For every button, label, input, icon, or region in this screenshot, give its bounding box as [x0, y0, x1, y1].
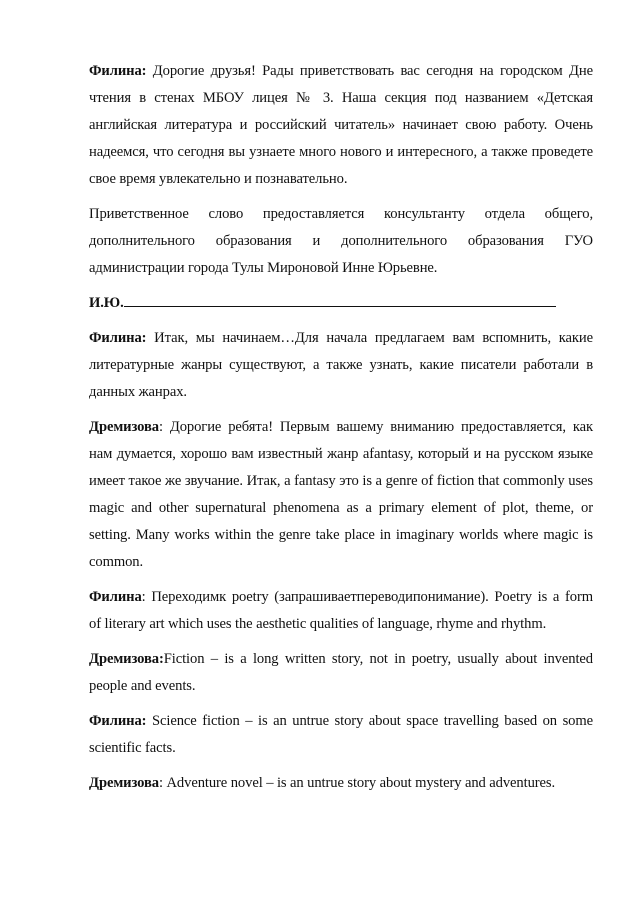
paragraph-genres-intro [89, 325, 593, 406]
paragraph-text: Дорогие друзья! Рады приветствовать вас сегодня на городском Дне чтения в стенах МБОУ лицея № 3. Наша секция под названием «Детская английская литература и российский читатель» начинает свою работу. Очень надеемся, что сегодня вы узнаете много нового и интересного, а также проведете свое время увлекательно и познавательно. [89, 63, 593, 187]
paragraph-greeting-word [89, 201, 593, 282]
paragraph-text: : Дорогие ребята! Первым вашему вниманию предоставляется, как нам думается, хорошо вам известный жанр afantasy, который и на русском языке имеет такое же звучание. Итак, a fantasy это is a genre of fiction that commonly uses magic and other supernatural phenomena as a primary element of plot, theme, or setting. Many works within the genre take place in imaginary worlds where magic is common. [89, 419, 593, 570]
paragraph-text: Итак, мы начинаем…Для начала предлагаем вам вспомнить, какие литературные жанры существуют, а также узнать, какие писатели работали в данных жанрах. [89, 330, 593, 400]
paragraph-science-fiction [89, 708, 593, 762]
paragraph-fiction [89, 646, 593, 700]
paragraph-text: Science fiction – is an untrue story about space travelling based on some scientific facts. [89, 713, 593, 756]
speaker-label: Дремизова [89, 419, 159, 435]
speaker-label: Филина [89, 589, 142, 605]
signature-underline [124, 291, 556, 307]
paragraph-welcome [89, 58, 593, 193]
paragraph-poetry [89, 584, 593, 638]
document-page [89, 58, 593, 805]
speaker-label: Филина: [89, 330, 147, 346]
speaker-label: Дремизова: [89, 651, 164, 667]
paragraph-fantasy [89, 414, 593, 576]
speaker-label: Дремизова [89, 775, 159, 791]
speaker-label: И.Ю. [89, 295, 124, 311]
paragraph-text: Приветственное слово предоставляется консультанту отдела общего, дополнительного образования и дополнительного образования ГУО администрации города Тулы Мироновой Инне Юрьевне. [89, 206, 593, 276]
speaker-label: Филина: [89, 63, 147, 79]
paragraph-adventure-novel [89, 770, 593, 797]
paragraph-text: : Переходимк poetry (запрашиваетпереводипонимание). Poetry is a form of literary art which uses the aesthetic qualities of language, rhyme and rhythm. [89, 589, 593, 632]
paragraph-signature [89, 290, 593, 317]
speaker-label: Филина: [89, 713, 147, 729]
paragraph-text: : Adventure novel – is an untrue story about mystery and adventures. [158, 775, 556, 791]
paragraph-text: Fiction – is a long written story, not in poetry, usually about invented people and events. [89, 651, 593, 694]
